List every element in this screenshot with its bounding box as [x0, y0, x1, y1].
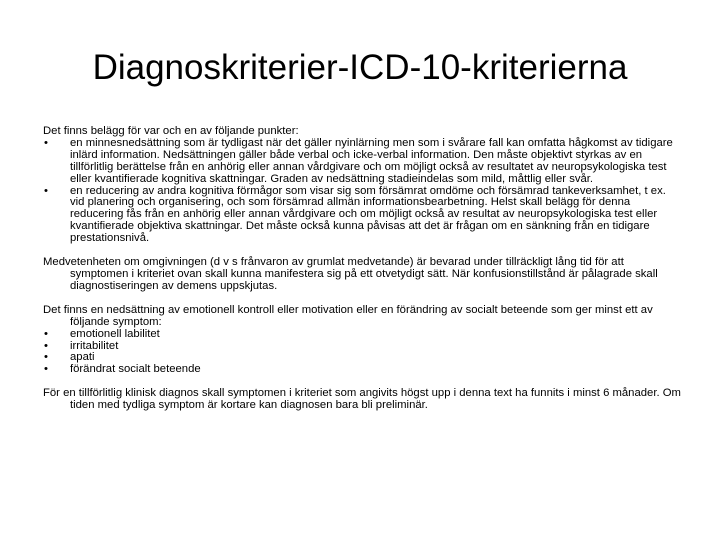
- criteria-item-cognition: [43, 186, 683, 246]
- emotional-intro: Det finns en nedsättning av emotionell kontroll eller motivation eller en förändring av socialt beteende som ger minst ett av följande symptom:: [43, 303, 653, 328]
- symptom-item: [43, 329, 683, 341]
- criteria-intro: Det finns belägg för var och en av följande punkter:: [43, 125, 299, 137]
- criteria-item-memory: [43, 138, 683, 186]
- symptom-list: [43, 329, 683, 377]
- bullet-icon: •: [44, 351, 48, 364]
- awareness-paragraph: Medvetenheten om omgivningen (d v s frånvaron av grumlat medvetande) är bevarad under tillräckligt lång tid för att symptomen i kriteriet ovan skall kunna manifestera sig på ett otvetydigt sätt. När konfusionstillstånd är pålagrade skall diagnostiseringen av demens uppskjutas.: [43, 256, 658, 292]
- bullet-icon: •: [44, 136, 48, 149]
- symptom-text: apati: [70, 351, 95, 364]
- symptom-text: förändrat socialt beteende: [70, 363, 201, 376]
- criteria-item-text: en reducering av andra kognitiva förmågor som visar sig som försämrat omdöme och försämrad tankeverksamhet, t ex. vid planering och organisering, och som försämrad allmän informationsbearbetning. Helst skall belägg för denna reducering fås från en anhörig eller annan vårdgivare och om möjligt också av resultat av neuropsykologiska test eller kvantifierade objektiva skattningar. Det måste också kunna påvisas att det är frågan om en sänkning från en tidigare prestationsnivå.: [70, 184, 666, 245]
- duration-paragraph: För en tillförlitlig klinisk diagnos skall symptomen i kriteriet som angivits högst upp i denna text ha funnits i minst 6 månader. Om tiden med tydliga symptom är kortare kan diagnosen bara bli preliminär.: [43, 387, 681, 412]
- bullet-icon: •: [44, 184, 48, 197]
- bullet-icon: •: [44, 339, 48, 352]
- symptom-item: [43, 364, 683, 376]
- slide-title: Diagnoskriterier-ICD-10-kriterierna: [92, 48, 628, 87]
- slide-body: [43, 126, 683, 412]
- symptom-text: emotionell labilitet: [70, 327, 160, 340]
- symptom-text: irritabilitet: [70, 339, 119, 352]
- criteria-list: [43, 138, 683, 245]
- bullet-icon: •: [44, 327, 48, 340]
- criteria-item-text: en minnesnedsättning som är tydligast när det gäller nyinlärning men som i svårare fall kan omfatta hågkomst av tidigare inlärd information. Nedsättningen gäller både verbal och icke-verbal information. Den måste objektivt styrkas av en tillförlitlig berättelse från en anhörig eller annan vårdgivare och om möjligt också av resultatet av neuropsykologiska test eller kvantifierade kognitiva skattningar. Graden av nedsättning stadieindelas som mild, måttlig eller svår.: [70, 136, 673, 185]
- bullet-icon: •: [44, 363, 48, 376]
- symptom-item: [43, 341, 683, 353]
